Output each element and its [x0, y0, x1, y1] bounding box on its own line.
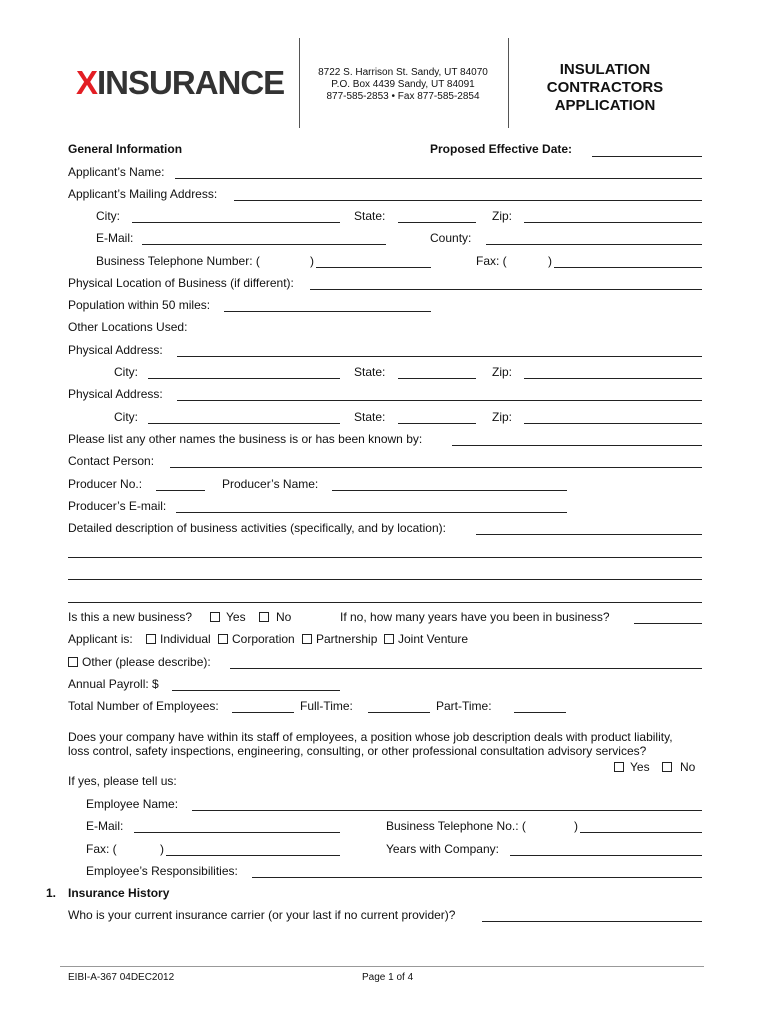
state-field[interactable]: [398, 208, 476, 223]
employee-phone-field[interactable]: [580, 818, 702, 833]
years-in-business-label: If no, how many years have you been in business?: [340, 610, 610, 624]
address-line-2: P.O. Box 4439 Sandy, UT 84091: [331, 79, 475, 90]
zip-label: Zip:: [492, 209, 513, 223]
zip-field[interactable]: [524, 208, 702, 223]
physical-location-field[interactable]: [310, 275, 702, 290]
staff-no-checkbox[interactable]: [662, 762, 672, 772]
annual-payroll-field[interactable]: [172, 676, 340, 691]
joint-venture-checkbox[interactable]: [384, 634, 394, 644]
description-line-2[interactable]: [68, 543, 702, 558]
producer-name-label: Producer’s Name:: [222, 477, 319, 491]
business-phone-label: Business Telephone Number: (: [96, 254, 260, 268]
new-business-yes-checkbox[interactable]: [210, 612, 220, 622]
mailing-address-label: Applicant’s Mailing Address:: [68, 187, 218, 201]
annual-payroll-label: Annual Payroll: $: [68, 677, 159, 691]
carrier-field[interactable]: [482, 907, 702, 922]
mailing-address-field[interactable]: [234, 186, 702, 201]
producer-name-field[interactable]: [332, 476, 567, 491]
new-business-no-checkbox[interactable]: [259, 612, 269, 622]
years-with-company-field[interactable]: [510, 841, 702, 856]
employee-fax-paren: ): [160, 842, 164, 856]
staff-yes-checkbox[interactable]: [614, 762, 624, 772]
full-time-label: Full-Time:: [300, 699, 353, 713]
form-title: INSULATION CONTRACTORS APPLICATION: [546, 61, 664, 114]
employee-fax-label: Fax: (: [86, 842, 117, 856]
description-line-4[interactable]: [68, 588, 702, 603]
description-line-3[interactable]: [68, 565, 702, 580]
total-employees-label: Total Number of Employees:: [68, 699, 219, 713]
other-names-label: Please list any other names the business is or has been known by:: [68, 432, 423, 446]
corporation-label: Corporation: [232, 632, 295, 646]
description-label: Detailed description of business activities (specifically, and by location):: [68, 521, 446, 535]
new-business-yes-label: Yes: [226, 610, 246, 624]
general-info-heading: General Information: [68, 142, 183, 156]
header-divider-right: [508, 38, 509, 128]
email-label: E-Mail:: [96, 231, 134, 245]
new-business-no-label: No: [276, 610, 292, 624]
employee-phone-label: Business Telephone No.: (: [386, 819, 526, 833]
physical-location-label: Physical Location of Business (if different):: [68, 276, 294, 290]
state-field-3[interactable]: [398, 409, 476, 424]
other-names-field[interactable]: [452, 431, 702, 446]
state-label-2: State:: [354, 365, 386, 379]
state-label: State:: [354, 209, 386, 223]
years-with-company-label: Years with Company:: [386, 842, 499, 856]
carrier-question-label: Who is your current insurance carrier (or your last if no current provider)?: [68, 908, 456, 922]
state-label-3: State:: [354, 410, 386, 424]
new-business-label: Is this a new business?: [68, 610, 193, 624]
fax-field[interactable]: [554, 253, 702, 268]
description-field[interactable]: [476, 520, 702, 535]
employee-email-field[interactable]: [134, 818, 340, 833]
proposed-date-label: Proposed Effective Date:: [430, 142, 573, 156]
address-line-3: 877-585-2853 • Fax 877-585-2854: [326, 91, 480, 102]
county-label: County:: [430, 231, 472, 245]
city-field-2[interactable]: [148, 364, 340, 379]
corporation-checkbox[interactable]: [218, 634, 228, 644]
responsibilities-field[interactable]: [252, 863, 702, 878]
state-field-2[interactable]: [398, 364, 476, 379]
applicant-is-label: Applicant is:: [68, 632, 133, 646]
city-label-3: City:: [114, 410, 138, 424]
form-id: EIBI-A-367 04DEC2012: [68, 972, 175, 983]
partnership-label: Partnership: [316, 632, 378, 646]
employee-name-label: Employee Name:: [86, 797, 179, 811]
responsibilities-label: Employee’s Responsibilities:: [86, 864, 238, 878]
city-field-3[interactable]: [148, 409, 340, 424]
xinsurance-logo: XINSURANCE: [76, 64, 285, 101]
history-number: 1.: [46, 886, 57, 900]
employee-phone-paren: ): [574, 819, 578, 833]
full-time-field[interactable]: [368, 698, 430, 713]
total-employees-field[interactable]: [232, 698, 294, 713]
contact-person-field[interactable]: [170, 453, 702, 468]
staff-question: Does your company have within its staff of employees, a position whose job description deals with product liability, loss control, safety inspections, engineering, consulting, or other professional consultation advisory services?: [68, 730, 673, 758]
partnership-checkbox[interactable]: [302, 634, 312, 644]
individual-label: Individual: [160, 632, 211, 646]
producer-no-label: Producer No.:: [68, 477, 143, 491]
physical-address-field-2[interactable]: [177, 386, 702, 401]
business-phone-field[interactable]: [316, 253, 431, 268]
producer-email-field[interactable]: [176, 498, 567, 513]
city-label-2: City:: [114, 365, 138, 379]
applicant-name-field[interactable]: [175, 164, 702, 179]
county-field[interactable]: [486, 230, 702, 245]
physical-address-label-2: Physical Address:: [68, 387, 163, 401]
part-time-label: Part-Time:: [436, 699, 492, 713]
footer-rule: [60, 966, 704, 967]
proposed-date-field[interactable]: [592, 142, 702, 157]
business-phone-paren: ): [310, 254, 314, 268]
city-label: City:: [96, 209, 120, 223]
producer-no-field[interactable]: [156, 476, 205, 491]
staff-yes-label: Yes: [630, 760, 650, 774]
insurance-history-heading: Insurance History: [68, 886, 170, 900]
city-field[interactable]: [132, 208, 340, 223]
if-yes-label: If yes, please tell us:: [68, 774, 177, 788]
staff-no-label: No: [680, 760, 696, 774]
physical-address-field-1[interactable]: [177, 342, 702, 357]
population-label: Population within 50 miles:: [68, 298, 211, 312]
population-field[interactable]: [224, 297, 431, 312]
producer-email-label: Producer’s E-mail:: [68, 499, 167, 513]
zip-label-3: Zip:: [492, 410, 513, 424]
individual-checkbox[interactable]: [146, 634, 156, 644]
years-in-business-field[interactable]: [634, 609, 702, 624]
address-line-1: 8722 S. Harrison St. Sandy, UT 84070: [318, 67, 488, 78]
page-number: Page 1 of 4: [362, 972, 414, 983]
employee-email-label: E-Mail:: [86, 819, 124, 833]
fax-paren: ): [548, 254, 552, 268]
zip-label-2: Zip:: [492, 365, 513, 379]
contact-person-label: Contact Person:: [68, 454, 155, 468]
other-locations-label: Other Locations Used:: [68, 320, 188, 334]
zip-field-3[interactable]: [524, 409, 702, 424]
other-describe-field[interactable]: [230, 654, 702, 669]
employee-name-field[interactable]: [192, 796, 702, 811]
company-address: [306, 67, 500, 103]
physical-address-label-1: Physical Address:: [68, 343, 163, 357]
other-checkbox[interactable]: [68, 657, 78, 667]
fax-label: Fax: (: [476, 254, 507, 268]
other-describe-label: Other (please describe):: [82, 655, 211, 669]
zip-field-2[interactable]: [524, 364, 702, 379]
header-divider-left: [299, 38, 300, 128]
applicant-name-label: Applicant’s Name:: [68, 165, 165, 179]
employee-fax-field[interactable]: [166, 841, 340, 856]
part-time-field[interactable]: [514, 698, 566, 713]
email-field[interactable]: [142, 230, 386, 245]
joint-venture-label: Joint Venture: [398, 632, 469, 646]
